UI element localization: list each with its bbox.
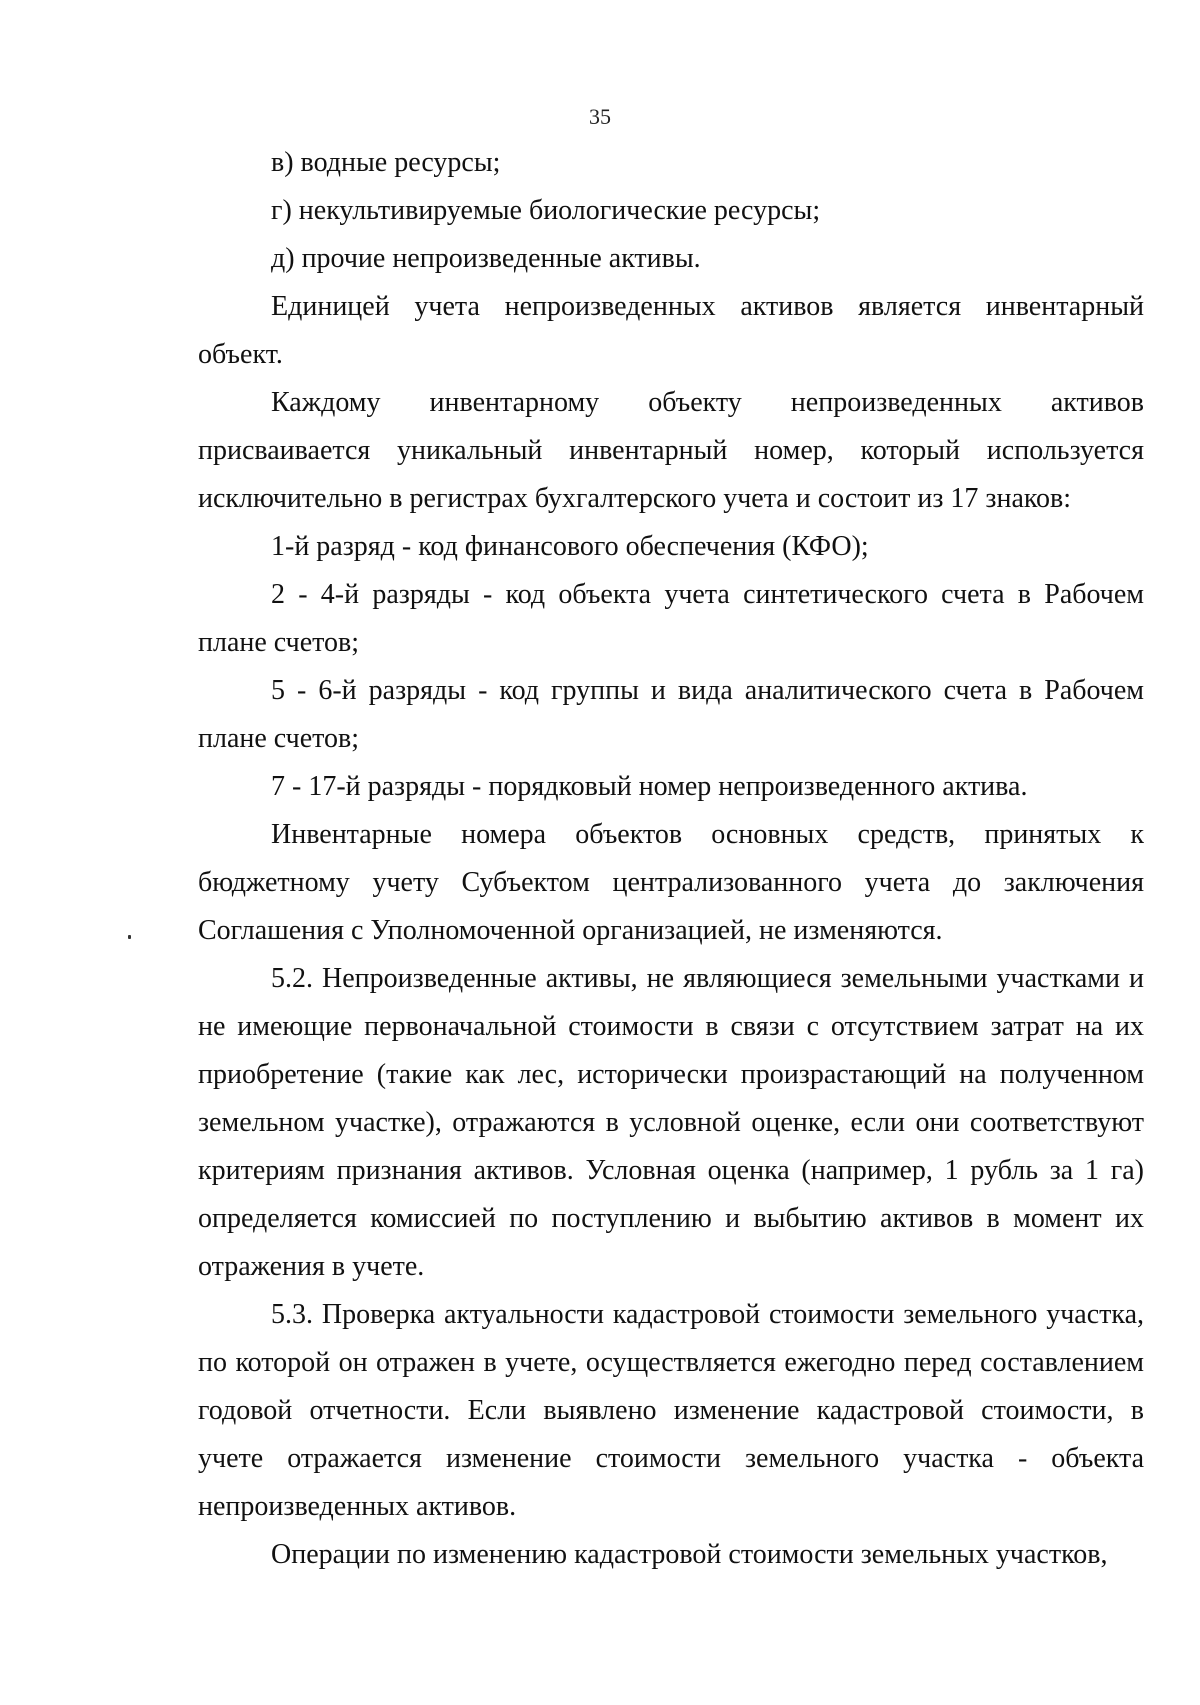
paragraph-section-5-3: 5.3. Проверка актуальности кадастровой стоимости земельного участка, по которой он отражен в учете, осуществляется ежегодно перед составлением годовой отчетности. Если выявлено изменение кадастровой стоимости, в учете отражается изменение стоимости земельного участка - объекта непроизведенных активов. (198, 1299, 1144, 1522)
list-item-other-assets: д) прочие непроизведенные активы. (271, 243, 701, 274)
document-body (198, 139, 1144, 1579)
list-item-biological-resources: г) некультивируемые биологические ресурсы; (271, 195, 821, 226)
page-number: 35 (589, 104, 611, 129)
list-item-digits-2-4: 2 - 4-й разряды - код объекта учета синтетического счета в Рабочем плане счетов; (198, 579, 1144, 658)
paragraph-inventory-unchanged: Инвентарные номера объектов основных средств, принятых к бюджетному учету Субъектом централизованного учета до заключения Соглашения с Уполномоченной организацией, не изменяются. (198, 819, 1144, 946)
list-item-digit-1: 1-й разряд - код финансового обеспечения (КФО); (271, 531, 869, 562)
paragraph-cadastral-operations: Операции по изменению кадастровой стоимости земельных участков, (271, 1539, 1108, 1570)
list-item-digits-7-17: 7 - 17-й разряды - порядковый номер непроизведенного актива. (271, 771, 1028, 802)
list-item-water-resources: в) водные ресурсы; (271, 147, 501, 178)
list-item-digits-5-6: 5 - 6-й разряды - код группы и вида аналитического счета в Рабочем плане счетов; (198, 675, 1144, 754)
paragraph-inventory-number: Каждому инвентарному объекту непроизведенных активов присваивается уникальный инвентарный номер, который используется исключительно в регистрах бухгалтерского учета и состоит из 17 знаков: (198, 387, 1144, 514)
paragraph-unit-of-account: Единицей учета непроизведенных активов является инвентарный объект. (198, 291, 1144, 370)
scan-artifact-dot (128, 935, 131, 939)
paragraph-section-5-2: 5.2. Непроизведенные активы, не являющиеся земельными участками и не имеющие первоначальной стоимости в связи с отсутствием затрат на их приобретение (такие как лес, исторически произрастающий на полученном земельном участке), отражаются в условной оценке, если они соответствуют критериям признания активов. Условная оценка (например, 1 рубль за 1 га) определяется комиссией по поступлению и выбытию активов в момент их отражения в учете. (198, 963, 1144, 1282)
